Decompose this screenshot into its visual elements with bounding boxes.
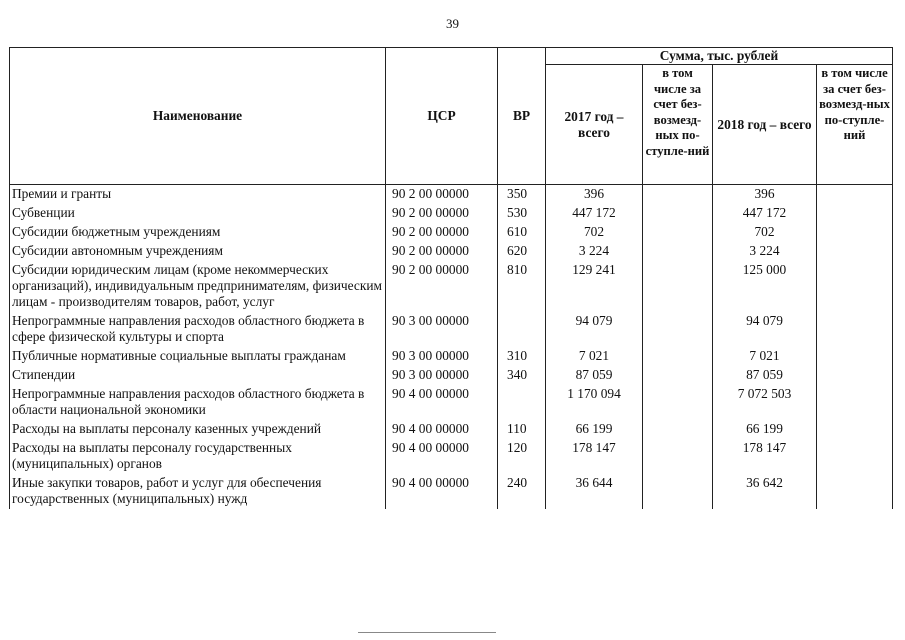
row-vr (498, 385, 546, 420)
row-2017-total: 129 241 (546, 261, 643, 312)
row-2017-gratuitous (643, 312, 713, 347)
row-vr: 810 (498, 261, 546, 312)
row-vr: 120 (498, 439, 546, 474)
table-row (10, 223, 893, 242)
row-2017-total: 3 224 (546, 242, 643, 261)
row-name: Стипендии (10, 366, 386, 385)
row-2017-gratuitous (643, 223, 713, 242)
header-name: Наименование (10, 48, 386, 185)
row-csr: 90 4 00 00000 (386, 439, 498, 474)
row-csr: 90 2 00 00000 (386, 242, 498, 261)
row-vr: 240 (498, 474, 546, 509)
table-row (10, 385, 893, 420)
table-row (10, 261, 893, 312)
header-sum-group: Сумма, тыс. рублей (546, 48, 893, 65)
table-row (10, 347, 893, 366)
row-2018-gratuitous (817, 261, 893, 312)
table-row (10, 204, 893, 223)
row-2018-total: 3 224 (713, 242, 817, 261)
row-csr: 90 4 00 00000 (386, 420, 498, 439)
table-row (10, 185, 893, 205)
row-csr: 90 4 00 00000 (386, 474, 498, 509)
row-2017-gratuitous (643, 366, 713, 385)
row-2017-gratuitous (643, 474, 713, 509)
row-2018-gratuitous (817, 366, 893, 385)
row-2018-total: 94 079 (713, 312, 817, 347)
row-name: Расходы на выплаты персоналу государственных (муниципальных) органов (10, 439, 386, 474)
row-2017-gratuitous (643, 242, 713, 261)
header-2018-gratuitous: в том числе за счет без-возмезд-ных по-ступле-ний (817, 65, 893, 185)
row-vr: 620 (498, 242, 546, 261)
row-vr: 610 (498, 223, 546, 242)
header-2017-gratuitous: в том числе за счет без-возмезд-ных по-ступле-ний (643, 65, 713, 185)
row-name: Субсидии юридическим лицам (кроме некоммерческих организаций), индивидуальным предпринимателям, физическим лицам - производителям товаров, работ, услуг (10, 261, 386, 312)
row-2017-gratuitous (643, 420, 713, 439)
row-2018-gratuitous (817, 439, 893, 474)
row-2018-gratuitous (817, 312, 893, 347)
row-csr: 90 3 00 00000 (386, 347, 498, 366)
row-2018-gratuitous (817, 185, 893, 205)
header-2017-total: 2017 год – всего (546, 65, 643, 185)
page-number: 39 (446, 16, 459, 31)
row-csr: 90 2 00 00000 (386, 185, 498, 205)
row-2017-total: 7 021 (546, 347, 643, 366)
row-2018-total: 702 (713, 223, 817, 242)
row-2018-total: 396 (713, 185, 817, 205)
table-row (10, 242, 893, 261)
row-2018-gratuitous (817, 474, 893, 509)
row-2017-gratuitous (643, 385, 713, 420)
table-row (10, 439, 893, 474)
row-2018-total: 125 000 (713, 261, 817, 312)
row-2017-total: 36 644 (546, 474, 643, 509)
row-2017-total: 94 079 (546, 312, 643, 347)
row-vr: 340 (498, 366, 546, 385)
row-csr: 90 2 00 00000 (386, 204, 498, 223)
row-2017-total: 178 147 (546, 439, 643, 474)
row-name: Субсидии автономным учреждениям (10, 242, 386, 261)
row-2018-gratuitous (817, 347, 893, 366)
header-2018-total: 2018 год – всего (713, 65, 817, 185)
row-csr: 90 3 00 00000 (386, 366, 498, 385)
row-2017-gratuitous (643, 185, 713, 205)
row-csr: 90 4 00 00000 (386, 385, 498, 420)
row-name: Непрограммные направления расходов областного бюджета в сфере физической культуры и спорта (10, 312, 386, 347)
row-2018-gratuitous (817, 420, 893, 439)
row-2018-total: 66 199 (713, 420, 817, 439)
row-vr: 350 (498, 185, 546, 205)
row-2017-gratuitous (643, 347, 713, 366)
row-2017-total: 87 059 (546, 366, 643, 385)
table-row (10, 366, 893, 385)
table-row (10, 312, 893, 347)
row-vr: 530 (498, 204, 546, 223)
header-csr: ЦСР (386, 48, 498, 185)
row-2017-total: 396 (546, 185, 643, 205)
row-2017-total: 66 199 (546, 420, 643, 439)
row-2018-total: 447 172 (713, 204, 817, 223)
row-2017-gratuitous (643, 261, 713, 312)
header-vr: ВР (498, 48, 546, 185)
row-name: Субсидии бюджетным учреждениям (10, 223, 386, 242)
row-2017-total: 447 172 (546, 204, 643, 223)
row-2018-total: 7 072 503 (713, 385, 817, 420)
row-name: Непрограммные направления расходов областного бюджета в области национальной экономики (10, 385, 386, 420)
row-vr: 310 (498, 347, 546, 366)
row-2017-gratuitous (643, 204, 713, 223)
row-2018-total: 87 059 (713, 366, 817, 385)
row-csr: 90 2 00 00000 (386, 223, 498, 242)
row-name: Публичные нормативные социальные выплаты гражданам (10, 347, 386, 366)
row-2018-gratuitous (817, 223, 893, 242)
row-2018-gratuitous (817, 385, 893, 420)
row-vr (498, 312, 546, 347)
footer-rule (358, 632, 496, 633)
table-row (10, 474, 893, 509)
row-vr: 110 (498, 420, 546, 439)
row-2017-total: 1 170 094 (546, 385, 643, 420)
table-header (10, 48, 893, 185)
row-2017-total: 702 (546, 223, 643, 242)
row-name: Субвенции (10, 204, 386, 223)
row-2018-gratuitous (817, 242, 893, 261)
row-2018-gratuitous (817, 204, 893, 223)
row-name: Премии и гранты (10, 185, 386, 205)
table-row (10, 420, 893, 439)
row-2018-total: 178 147 (713, 439, 817, 474)
row-2018-total: 36 642 (713, 474, 817, 509)
row-name: Расходы на выплаты персоналу казенных учреждений (10, 420, 386, 439)
row-csr: 90 2 00 00000 (386, 261, 498, 312)
row-2018-total: 7 021 (713, 347, 817, 366)
table-body (10, 185, 893, 510)
row-2017-gratuitous (643, 439, 713, 474)
row-name: Иные закупки товаров, работ и услуг для обеспечения государственных (муниципальных) нужд (10, 474, 386, 509)
budget-table (9, 47, 893, 509)
row-csr: 90 3 00 00000 (386, 312, 498, 347)
